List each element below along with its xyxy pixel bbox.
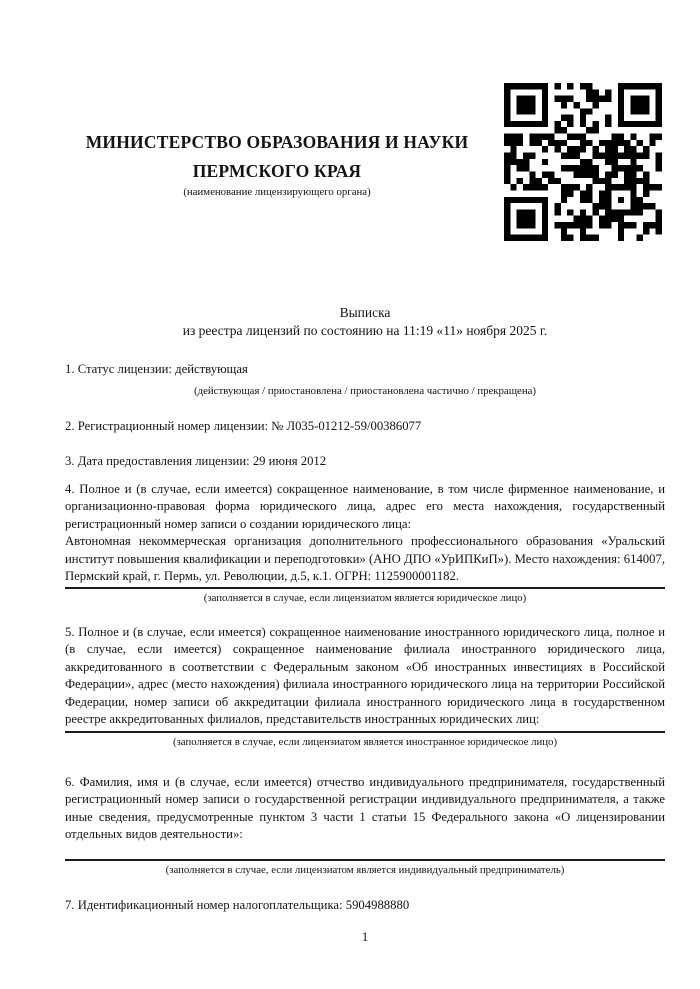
item-legal-entity-answer: Автономная некоммерческая организация дополнительного профессионального образования «Уральский институт повышения квалификации и переподготовки» (АНО ДПО «УрИПКиП»). Место нахождения: 614007, Пермский край, г. Пермь, ул. Революции, д.5, к.1. ОГРН: 1125900001182. [65, 534, 665, 583]
ministry-name-line2: ПЕРМСКОГО КРАЯ [192, 161, 362, 181]
item-individual-entrepreneur-caption: (заполняется в случае, если лицензиатом является индивидуальный предприниматель) [165, 863, 565, 876]
item-individual-entrepreneur-question: 6. Фамилия, имя и (в случае, если имеется) отчество индивидуального предпринимателя, государственный регистрационный номер записи о государственной регистрации индивидуального предпринимателя, а также иные сведения, предусмотренные пунктом 3 части 1 статьи 15 Федерального закона «О лицензировании отдельных видов деятельности»: [65, 774, 665, 841]
licensing-authority-caption: (наименование лицензирующего органа) [183, 186, 371, 198]
item-foreign-entity-question: 5. Полное и (в случае, если имеется) сокращенное наименование иностранного юридического лица, полное и (в случае, если имеется) сокращенное наименование филиала иностранного юридического лица, аккредитованного в соответствии с Федеральным законом «Об иностранных инвестициях в Российской Федерации», адрес (место нахождения) филиала иностранного юридического лица на территории Российской Федерации, номер записи об аккредитации филиала иностранного юридического лица в государственном реестре аккредитованных филиалов, представительств иностранных юридических лиц: [65, 624, 665, 726]
item-license-grant-date: 3. Дата предоставления лицензии: 29 июня 2012 [65, 454, 327, 468]
title-line2: из реестра лицензий по состоянию на 11:19 «11» ноября 2025 г. [182, 322, 548, 338]
individual-entrepreneur-divider [65, 859, 665, 861]
item-legal-entity-question: 4. Полное и (в случае, если имеется) сокращенное наименование, в том числе фирменное наименование, и организационно-правовая форма юридического лица, адрес его места нахождения, государственный регистрационный номер записи о создании юридического лица: [65, 481, 665, 531]
item-foreign-entity-caption: (заполняется в случае, если лицензиатом является иностранное юридическое лицо) [172, 735, 558, 748]
page-number: 1 [361, 929, 369, 944]
foreign-entity-divider [65, 731, 665, 733]
item-taxpayer-number: 7. Идентификационный номер налогоплательщика: 5904988880 [65, 897, 410, 912]
title-line1: Выписка [339, 305, 391, 320]
ministry-name-line1: МИНИСТЕРСТВО ОБРАЗОВАНИЯ И НАУКИ [85, 132, 469, 152]
item-license-status-caption: (действующая / приостановлена / приостановлена частично / прекращена) [194, 384, 536, 397]
licensing-authority-name [65, 128, 489, 186]
item-license-status: 1. Статус лицензии: действующая [65, 362, 248, 376]
legal-entity-divider [65, 587, 665, 589]
document-title [65, 304, 665, 339]
item-legal-entity-caption: (заполняется в случае, если лицензиатом является юридическое лицо) [203, 591, 527, 604]
item-registration-number: 2. Регистрационный номер лицензии: № Л035-01212-59/00386077 [65, 418, 422, 433]
